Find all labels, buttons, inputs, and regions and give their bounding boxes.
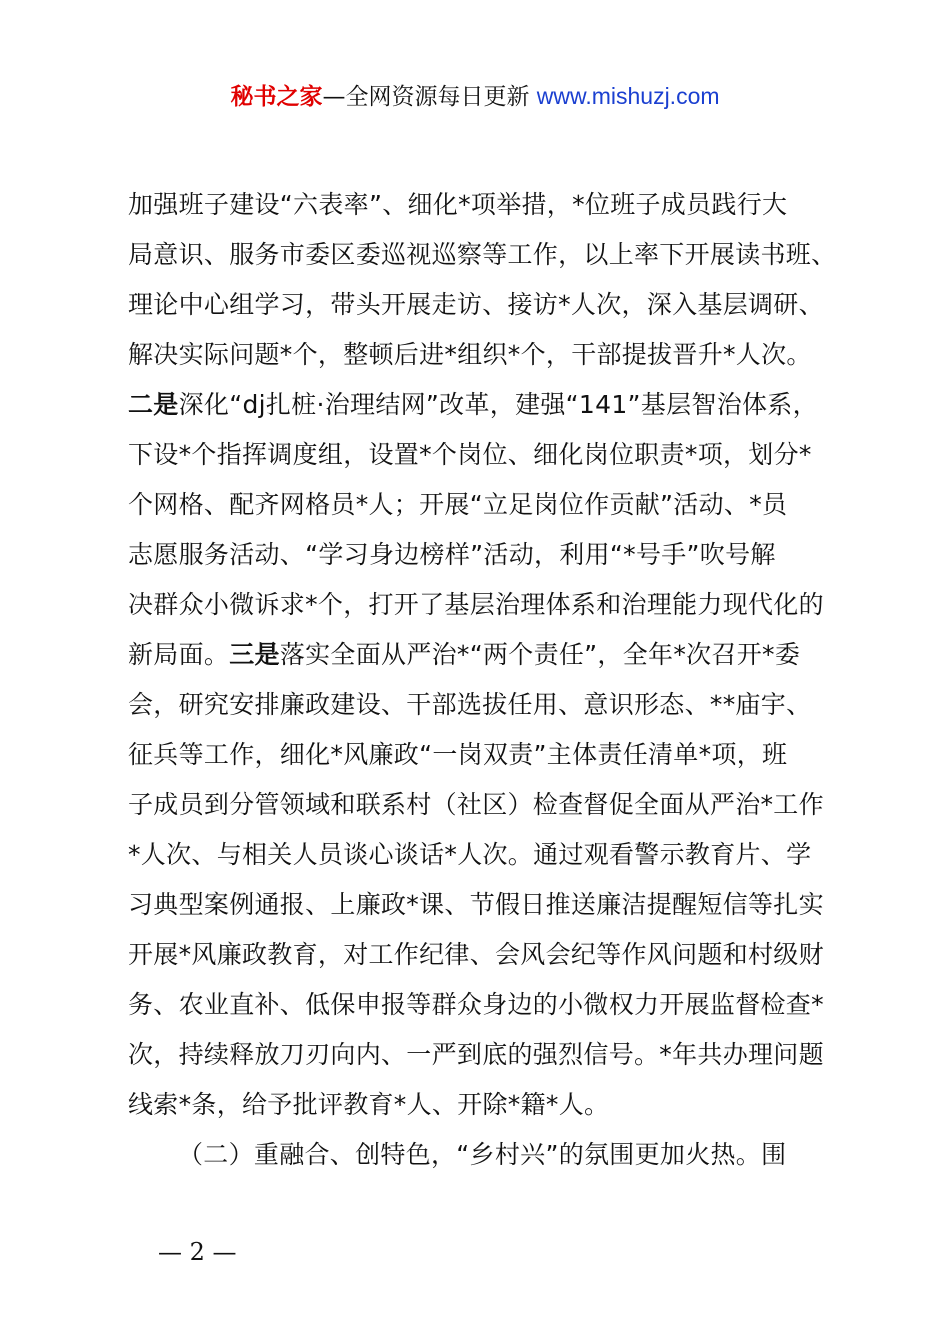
text-line bbox=[128, 630, 848, 680]
text-line bbox=[128, 230, 848, 280]
text-run: 下设*个指挥调度组，设置*个岗位、细化岗位职责*项，划分* bbox=[128, 440, 812, 469]
text-line bbox=[128, 180, 848, 230]
document-body bbox=[128, 180, 848, 1180]
text-run: 习典型案例通报、上廉政*课、节假日推送廉洁提醒短信等扎实 bbox=[128, 890, 824, 919]
text-run: 理论中心组学习，带头开展走访、接访*人次，深入基层调研、 bbox=[128, 290, 824, 319]
text-line bbox=[128, 930, 848, 980]
text-line bbox=[128, 530, 848, 580]
text-run: *人次、与相关人员谈心谈话*人次。通过观看警示教育片、学 bbox=[128, 840, 812, 869]
text-run: 次，持续释放刀刃向内、一严到底的强烈信号。*年共办理问题 bbox=[128, 1040, 824, 1069]
text-line bbox=[128, 580, 848, 630]
text-run: 落实全面从严治*“两个责任”，全年*次召开*委 bbox=[279, 640, 801, 669]
text-run: 务、农业直补、低保申报等群众身边的小微权力开展监督检查* bbox=[128, 990, 824, 1019]
text-line bbox=[128, 380, 848, 430]
text-line bbox=[128, 980, 848, 1030]
text-line bbox=[128, 330, 848, 380]
text-line bbox=[128, 680, 848, 730]
text-line bbox=[128, 1130, 848, 1180]
text-line bbox=[128, 1030, 848, 1080]
bold-lead-phrase: 二是 bbox=[128, 390, 179, 419]
text-run: 解决实际问题*个，整顿后进*组织*个，干部提拔晋升*人次。 bbox=[128, 340, 812, 369]
text-run: （二）重融合、创特色，“乡村兴”的氛围更加火热。围 bbox=[178, 1140, 787, 1169]
text-run: 决群众小微诉求*个，打开了基层治理体系和治理能力现代化的 bbox=[128, 590, 824, 619]
text-run: 个网格、配齐网格员*人；开展“立足岗位作贡献”活动、*员 bbox=[128, 490, 788, 519]
text-line bbox=[128, 880, 848, 930]
text-line bbox=[128, 780, 848, 830]
text-run: 志愿服务活动、“学习身边榜样”活动，利用“*号手”吹号解 bbox=[128, 540, 776, 569]
text-run: 开展*风廉政教育，对工作纪律、会风会纪等作风问题和村级财 bbox=[128, 940, 824, 969]
text-run: 深化“dj扎桩·治理结网”改革，建强“141”基层智治体系， bbox=[178, 390, 818, 419]
text-run: 征兵等工作，细化*风廉政“一岗双责”主体责任清单*项，班 bbox=[128, 740, 788, 769]
brand-name: 秘书之家 bbox=[230, 84, 323, 110]
text-line bbox=[128, 830, 848, 880]
site-url-link[interactable]: www.mishuzj.com bbox=[536, 83, 720, 109]
text-run: 新局面。 bbox=[128, 640, 230, 669]
text-run: 局意识、服务市委区委巡视巡察等工作，以上率下开展读书班、 bbox=[128, 240, 837, 269]
text-line bbox=[128, 430, 848, 480]
page-number: — 2 — bbox=[158, 1238, 237, 1266]
text-line bbox=[128, 730, 848, 780]
text-run: 会，研究安排廉政建设、干部选拔任用、意识形态、**庙宇、 bbox=[128, 690, 812, 719]
bold-lead-phrase: 三是 bbox=[229, 640, 280, 669]
text-run: 线索*条，给予批评教育*人、开除*籍*人。 bbox=[128, 1090, 610, 1119]
text-line bbox=[128, 1080, 848, 1130]
text-line bbox=[128, 280, 848, 330]
text-run: 子成员到分管领域和联系村（社区）检查督促全面从严治*工作 bbox=[128, 790, 824, 819]
page-header bbox=[0, 80, 950, 113]
header-tagline: —全网资源每日更新 bbox=[322, 84, 530, 110]
text-run: 加强班子建设“六表率”、细化*项举措，*位班子成员践行大 bbox=[128, 190, 788, 219]
text-line bbox=[128, 480, 848, 530]
